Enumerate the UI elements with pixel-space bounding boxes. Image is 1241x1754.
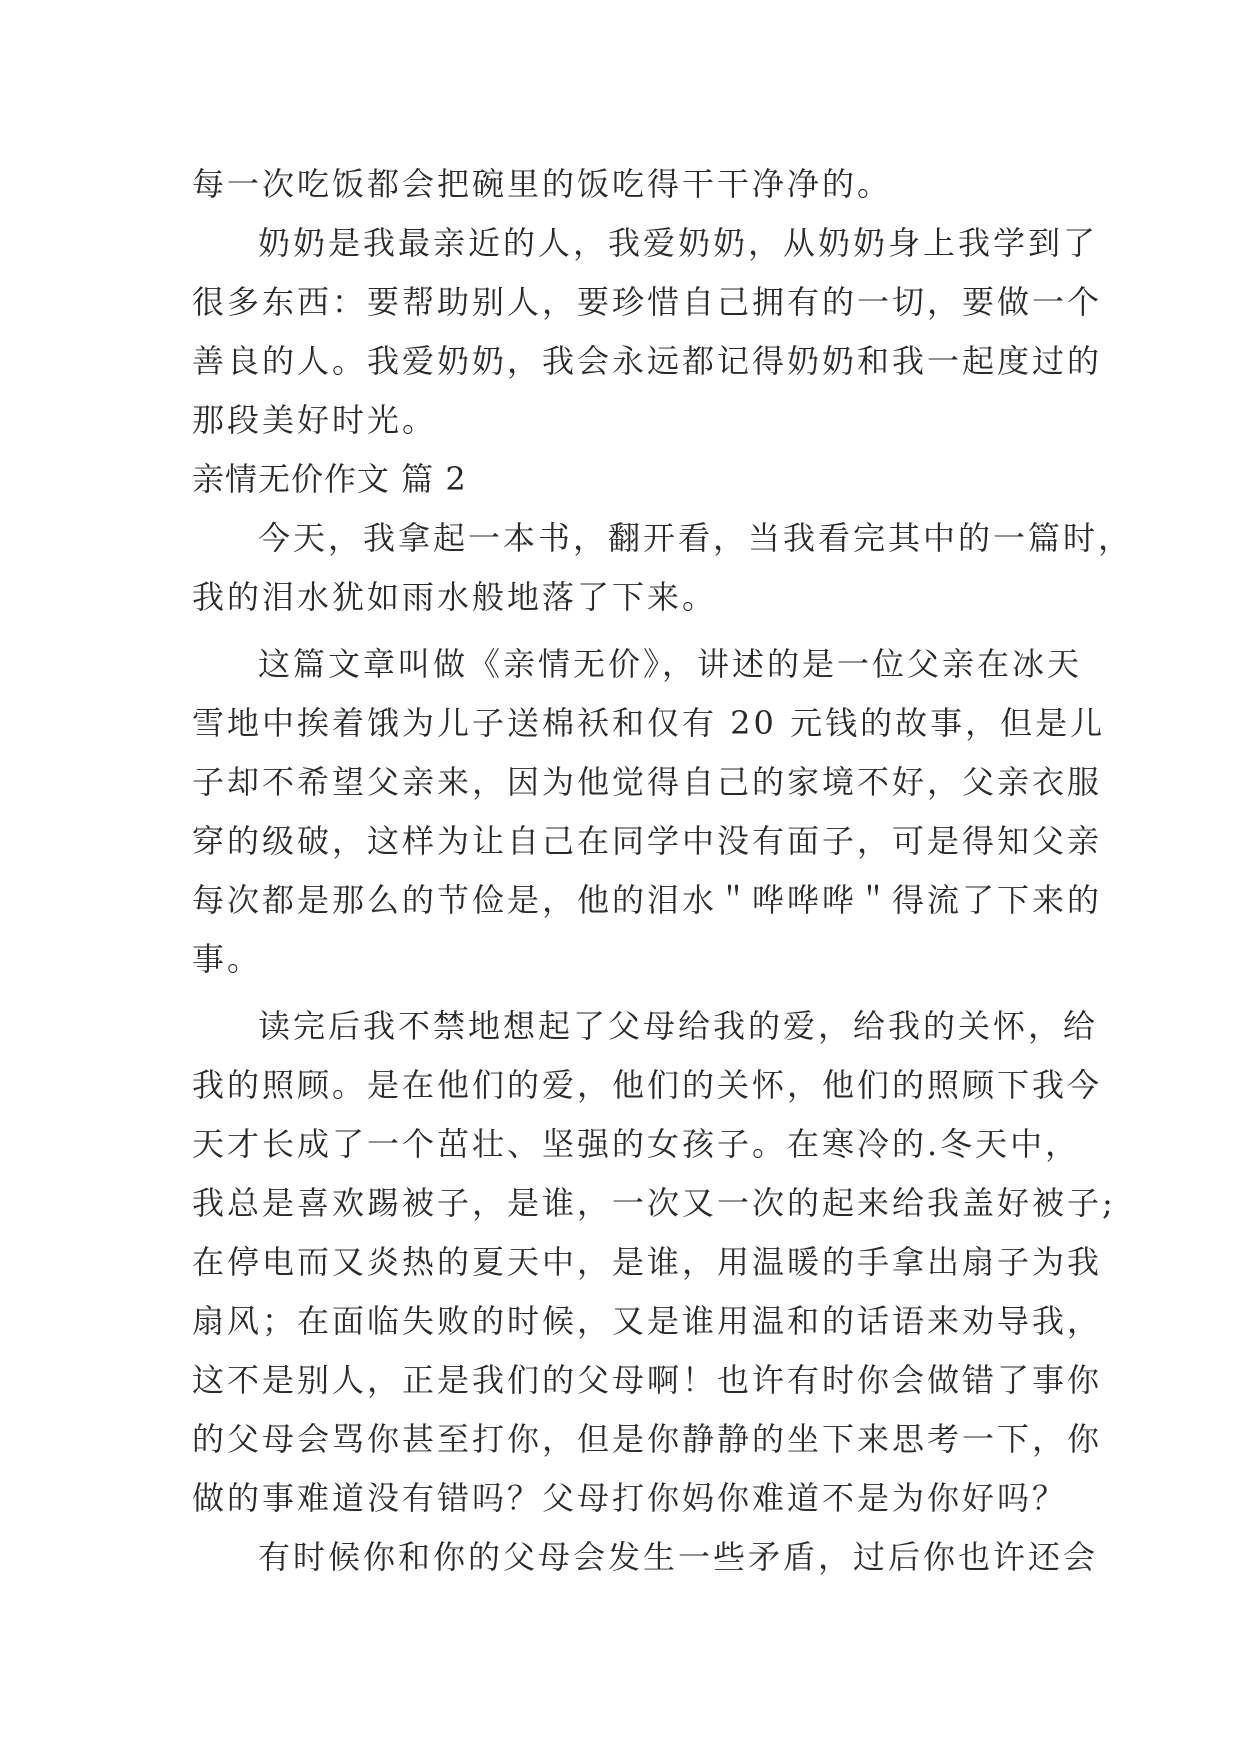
text-line: 很多东西：要帮助别人，要珍惜自己拥有的一切，要做一个 <box>192 283 1103 321</box>
text-line: 在停电而又炎热的夏天中，是谁，用温暖的手拿出扇子为我 <box>192 1243 1103 1281</box>
text-line: 我总是喜欢踢被子，是谁，一次又一次的起来给我盖好被子; <box>192 1184 1116 1222</box>
document-body <box>192 155 1134 1587</box>
text-line: 子却不希望父亲来，因为他觉得自己的家境不好，父亲衣服 <box>192 763 1103 801</box>
text-line: 雪地中挨着饿为儿子送棉袄和仅有 20 元钱的故事，但是儿 <box>192 704 1106 742</box>
text-line: 做的事难道没有错吗？父母打你妈你难道不是为你好吗？ <box>192 1479 1068 1517</box>
section-heading: 亲情无价作文 篇 2 <box>192 460 467 498</box>
text-line: 读完后我不禁地想起了父母给我的爱，给我的关怀，给 <box>258 1007 1099 1045</box>
text-line: 天才长成了一个茁壮、坚强的女孩子。在寒冷的.冬天中， <box>192 1125 1081 1163</box>
text-line: 这篇文章叫做《亲情无价》，讲述的是一位父亲在冰天 <box>258 645 1083 683</box>
text-line: 每一次吃饭都会把碗里的饭吃得干干净净的。 <box>192 165 893 203</box>
text-line: 扇风；在面临失败的时候，又是谁用温和的话语来劝导我， <box>192 1302 1103 1340</box>
text-line: 那段美好时光。 <box>192 401 438 439</box>
text-line: 的父母会骂你甚至打你，但是你静静的坐下来思考一下，你 <box>192 1420 1103 1458</box>
text-line: 今天，我拿起一本书，翻开看，当我看完其中的一篇时， <box>258 519 1134 557</box>
text-line: 奶奶是我最亲近的人，我爱奶奶，从奶奶身上我学到了 <box>258 224 1099 262</box>
text-line: 每次都是那么的节俭是，他的泪水＂哗哗哗＂得流了下来的 <box>192 881 1103 919</box>
text-line: 事。 <box>192 940 263 978</box>
text-line: 穿的级破，这样为让自己在同学中没有面子，可是得知父亲 <box>192 822 1103 860</box>
text-line: 有时候你和你的父母会发生一些矛盾，过后你也许还会 <box>258 1538 1099 1576</box>
text-line: 这不是别人，正是我们的父母啊！也许有时你会做错了事你 <box>192 1361 1103 1399</box>
text-line: 我的泪水犹如雨水般地落了下来。 <box>192 578 718 616</box>
text-line: 我的照顾。是在他们的爱，他们的关怀，他们的照顾下我今 <box>192 1066 1103 1104</box>
text-line: 善良的人。我爱奶奶，我会永远都记得奶奶和我一起度过的 <box>192 342 1103 380</box>
